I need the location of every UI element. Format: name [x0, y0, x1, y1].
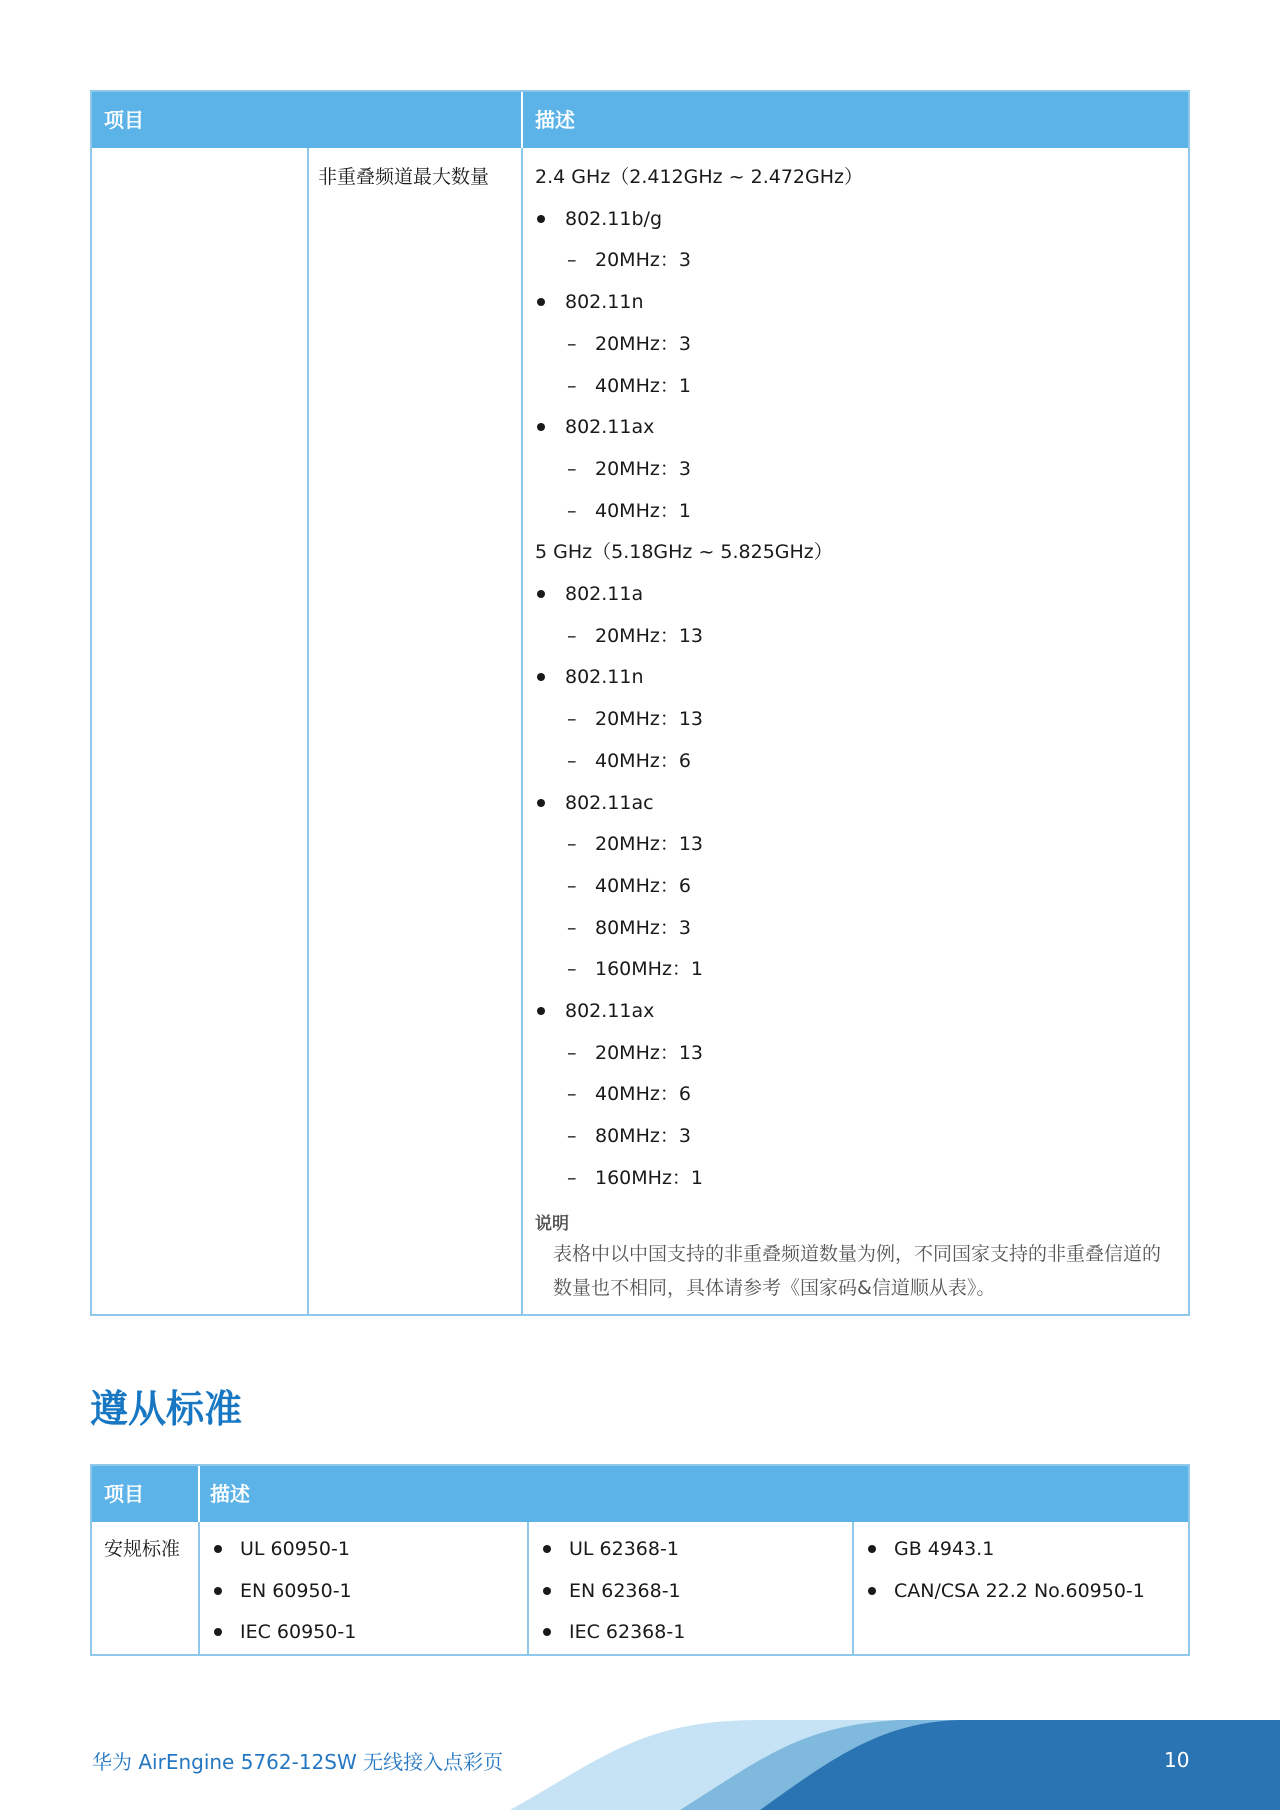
header-item: 项目	[104, 1482, 144, 1506]
column-divider	[527, 1522, 529, 1654]
channel-count: 40MHz：6	[595, 1083, 691, 1106]
bullet-icon	[537, 215, 545, 223]
standard-item: EN 60950-1	[240, 1579, 352, 1602]
header-item: 项目	[104, 108, 144, 132]
column-divider	[198, 1522, 200, 1654]
bullet-icon	[537, 298, 545, 306]
bullet-icon	[214, 1545, 222, 1553]
standard-name: 802.11ax	[565, 416, 655, 439]
channel-count: 20MHz：13	[595, 1041, 704, 1064]
bullet-icon	[537, 590, 545, 598]
dash-icon: –	[567, 833, 577, 856]
dash-icon: –	[567, 499, 577, 522]
bullet-icon	[543, 1587, 551, 1595]
channel-count: 20MHz：13	[595, 624, 704, 647]
band-title: 5 GHz（5.18GHz ~ 5.825GHz）	[535, 541, 833, 564]
standard-name: 802.11a	[565, 583, 644, 605]
bullet-icon	[537, 1007, 545, 1015]
bullet-icon	[868, 1587, 876, 1595]
bullet-icon	[868, 1545, 876, 1553]
standard-name: 802.11ax	[565, 1000, 655, 1022]
dash-icon: –	[567, 332, 577, 355]
channel-count: 160MHz：1	[595, 958, 704, 981]
dash-icon: –	[567, 916, 577, 939]
channel-count: 20MHz：3	[595, 249, 691, 272]
channel-count: 20MHz：13	[595, 708, 704, 731]
dash-icon: –	[567, 874, 577, 897]
channel-count: 80MHz：3	[595, 1125, 691, 1148]
channel-count: 40MHz：1	[595, 499, 691, 522]
dash-icon: –	[567, 457, 577, 480]
header-description: 描述	[535, 108, 575, 132]
row-label: 安规标准	[104, 1538, 181, 1560]
bullet-icon	[543, 1545, 551, 1553]
standard-name: 802.11n	[565, 291, 644, 314]
channel-count: 40MHz：6	[595, 874, 691, 897]
dash-icon: –	[567, 624, 577, 647]
dash-icon: –	[567, 249, 577, 272]
column-divider	[307, 148, 309, 1314]
bullet-icon	[537, 673, 545, 681]
note-label: 说明	[535, 1213, 569, 1234]
dash-icon: –	[567, 958, 577, 981]
note-text: 表格中以中国支持的非重叠频道数量为例，不同国家支持的非重叠信道的数量也不相同，具体请参考《国家码&信道顺从表》。	[553, 1242, 1162, 1299]
channel-count: 40MHz：6	[595, 749, 691, 772]
channel-count: 20MHz：3	[595, 457, 691, 480]
standard-item: IEC 62368-1	[569, 1621, 686, 1643]
dash-icon: –	[567, 1041, 577, 1064]
column-divider	[521, 148, 523, 1314]
bullet-icon	[537, 799, 545, 807]
standard-item: UL 62368-1	[569, 1538, 679, 1560]
frequency-table	[90, 90, 1190, 1316]
channel-count: 80MHz：3	[595, 916, 691, 939]
standard-item: UL 60950-1	[240, 1538, 350, 1560]
dash-icon: –	[567, 749, 577, 772]
page-number: 10	[1164, 1748, 1190, 1772]
band-title: 2.4 GHz（2.412GHz ~ 2.472GHz）	[535, 166, 863, 188]
column-divider	[198, 1466, 200, 1522]
dash-icon: –	[567, 1166, 577, 1189]
dash-icon: –	[567, 708, 577, 731]
footer-title: 华为 AirEngine 5762-12SW 无线接入点彩页	[92, 1750, 504, 1774]
standard-name: 802.11ac	[565, 791, 654, 814]
standard-name: 802.11n	[565, 666, 644, 689]
standard-item: GB 4943.1	[894, 1538, 995, 1560]
dash-icon: –	[567, 374, 577, 397]
standard-item: CAN/CSA 22.2 No.60950-1	[894, 1579, 1145, 1602]
section-title: 遵从标准	[90, 1387, 243, 1431]
channel-count: 40MHz：1	[595, 374, 691, 397]
bullet-icon	[543, 1628, 551, 1636]
standard-item: IEC 60950-1	[240, 1621, 357, 1643]
table-header	[92, 92, 1188, 148]
compliance-table	[90, 1464, 1190, 1656]
channel-count: 20MHz：3	[595, 332, 691, 355]
column-divider	[852, 1522, 854, 1654]
dash-icon: –	[567, 1125, 577, 1148]
bullet-icon	[537, 423, 545, 431]
row-label: 非重叠频道最大数量	[318, 166, 490, 188]
bullet-icon	[214, 1587, 222, 1595]
dash-icon: –	[567, 1083, 577, 1106]
table-header	[92, 1466, 1188, 1522]
channel-count: 160MHz：1	[595, 1166, 704, 1189]
standard-item: EN 62368-1	[569, 1579, 681, 1602]
bullet-icon	[214, 1628, 222, 1636]
header-description: 描述	[210, 1482, 250, 1506]
channel-count: 20MHz：13	[595, 833, 704, 856]
standard-name: 802.11b/g	[565, 207, 663, 230]
